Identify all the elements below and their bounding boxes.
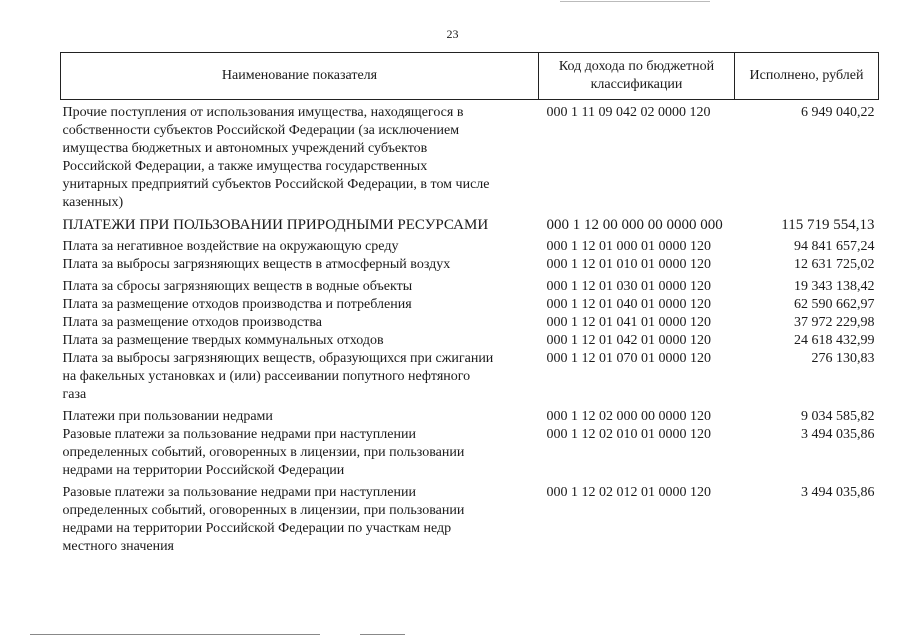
table-row bbox=[61, 296, 879, 314]
row-executed-amount: 3 494 035,86 bbox=[801, 427, 875, 442]
row-indicator-name: Плата за размещение твердых коммунальных отходов bbox=[62, 333, 384, 348]
row-executed-amount: 6 949 040,22 bbox=[801, 105, 875, 120]
row-executed-amount: 62 590 662,97 bbox=[794, 297, 875, 312]
table-row bbox=[61, 256, 879, 274]
row-indicator-name: Плата за выбросы загрязняющих веществ в атмосферный воздух bbox=[62, 257, 451, 272]
row-executed-amount: 276 130,83 bbox=[811, 351, 875, 366]
row-indicator-name: Разовые платежи за пользование недрами при наступлении определенных событий, оговоренных в лицензии, при пользовании недрами на территории Российской Федерации bbox=[62, 427, 465, 478]
row-budget-code: 000 1 12 02 000 00 0000 120 bbox=[546, 409, 711, 424]
row-indicator-name: Плата за размещение отходов производства bbox=[62, 315, 322, 330]
table-body bbox=[61, 100, 879, 557]
row-budget-code: 000 1 12 02 012 01 0000 120 bbox=[546, 485, 711, 500]
scan-artifact-bottom-mid bbox=[360, 634, 405, 635]
table-row bbox=[61, 100, 879, 213]
row-executed-amount: 19 343 138,42 bbox=[794, 279, 875, 294]
row-indicator-name: Прочие поступления от использования имущества, находящегося в собственности субъектов Российской Федерации (за исключением имущества бюджетных и автономных учреждений субъектов Российской Федерации, а также имущества государственных унитарных предприятий субъектов Российской Федерации, в том числе казенных) bbox=[62, 105, 490, 210]
header-indicator-name: Наименование показателя bbox=[61, 53, 539, 100]
row-executed-amount: 115 719 554,13 bbox=[781, 217, 875, 233]
row-indicator-name: ПЛАТЕЖИ ПРИ ПОЛЬЗОВАНИИ ПРИРОДНЫМИ РЕСУРСАМИ bbox=[62, 217, 489, 233]
row-indicator-name: Плата за сбросы загрязняющих веществ в водные объекты bbox=[62, 279, 413, 294]
row-budget-code: 000 1 11 09 042 02 0000 120 bbox=[546, 105, 711, 120]
table-header bbox=[61, 53, 879, 100]
row-executed-amount: 37 972 229,98 bbox=[794, 315, 875, 330]
row-executed-amount: 12 631 725,02 bbox=[794, 257, 875, 272]
header-budget-code: Код дохода по бюджетной классификации bbox=[539, 53, 735, 100]
table-row bbox=[61, 212, 879, 234]
table-header-row bbox=[61, 53, 879, 100]
table-row bbox=[61, 426, 879, 480]
table-row bbox=[61, 350, 879, 404]
row-executed-amount: 3 494 035,86 bbox=[801, 485, 875, 500]
row-executed-amount: 9 034 585,82 bbox=[801, 409, 875, 424]
row-budget-code: 000 1 12 01 041 01 0000 120 bbox=[546, 315, 711, 330]
row-budget-code: 000 1 12 01 040 01 0000 120 bbox=[546, 297, 711, 312]
revenue-table bbox=[60, 52, 879, 556]
row-budget-code: 000 1 12 01 010 01 0000 120 bbox=[546, 257, 711, 272]
header-executed-amount: Исполнено, рублей bbox=[735, 53, 879, 100]
row-budget-code: 000 1 12 01 070 01 0000 120 bbox=[546, 351, 711, 366]
row-executed-amount: 94 841 657,24 bbox=[794, 239, 875, 254]
row-budget-code: 000 1 12 00 000 00 0000 000 bbox=[546, 217, 723, 233]
table-row bbox=[61, 274, 879, 296]
row-indicator-name: Плата за размещение отходов производства и потребления bbox=[62, 297, 412, 312]
table-row bbox=[61, 480, 879, 556]
row-budget-code: 000 1 12 01 042 01 0000 120 bbox=[546, 333, 711, 348]
table-row bbox=[61, 404, 879, 426]
row-indicator-name: Платежи при пользовании недрами bbox=[62, 409, 273, 424]
row-budget-code: 000 1 12 01 000 01 0000 120 bbox=[546, 239, 711, 254]
table-row bbox=[61, 332, 879, 350]
row-budget-code: 000 1 12 02 010 01 0000 120 bbox=[546, 427, 711, 442]
row-indicator-name: Плата за негативное воздействие на окружающую среду bbox=[62, 239, 399, 254]
table-row bbox=[61, 234, 879, 256]
scan-artifact-bottom-left bbox=[30, 634, 320, 635]
row-budget-code: 000 1 12 01 030 01 0000 120 bbox=[546, 279, 711, 294]
row-indicator-name: Разовые платежи за пользование недрами при наступлении определенных событий, оговоренных в лицензии, при пользовании недрами на территории Российской Федерации по участкам недр местного значения bbox=[62, 485, 465, 554]
table-row bbox=[61, 314, 879, 332]
row-executed-amount: 24 618 432,99 bbox=[794, 333, 875, 348]
page-number: 23 bbox=[446, 27, 459, 41]
scan-artifact-top bbox=[560, 1, 710, 2]
row-indicator-name: Плата за выбросы загрязняющих веществ, образующихся при сжигании на факельных установках и (или) рассеивании попутного нефтяного газа bbox=[62, 351, 494, 402]
